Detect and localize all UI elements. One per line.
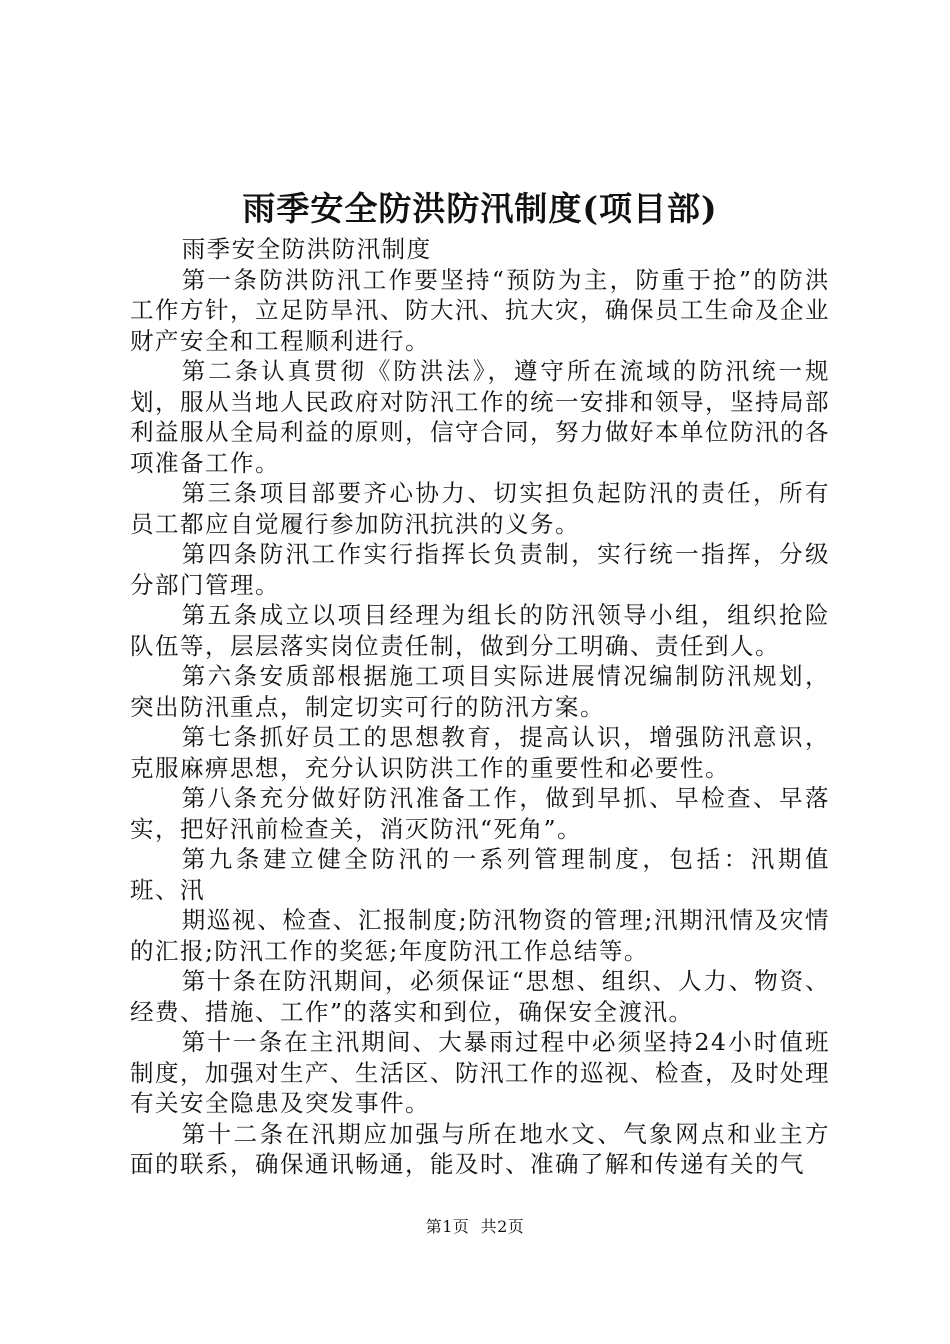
paragraph-article-6: 第六条安质部根据施工项目实际进展情况编制防汛规划，突出防汛重点，制定切实可行的防汛方案。 [130, 662, 830, 721]
document-title: 雨季安全防洪防汛制度(项目部) [242, 189, 718, 228]
paragraph-article-12: 第十二条在汛期应加强与所在地水文、气象网点和业主方面的联系，确保通讯畅通，能及时、准确了解和传递有关的气 [130, 1119, 830, 1178]
paragraph-article-7: 第七条抓好员工的思想教育，提高认识，增强防汛意识，克服麻痹思想，充分认识防洪工作的重要性和必要性。 [130, 723, 830, 782]
paragraph-article-9: 第九条建立健全防汛的一系列管理制度，包括：汛期值班、汛 [130, 845, 830, 904]
paragraph-article-2: 第二条认真贯彻《防洪法》，遵守所在流域的防汛统一规划，服从当地人民政府对防汛工作的统一安排和领导，坚持局部利益服从全局利益的原则，信守合同，努力做好本单位防汛的各项准备工作。 [130, 357, 830, 477]
paragraph-article-1: 第一条防洪防汛工作要坚持“预防为主，防重于抢”的防洪工作方针，立足防旱汛、防大汛、抗大灾，确保员工生命及企业财产安全和工程顺利进行。 [130, 265, 830, 355]
page-total: 共2页 [480, 1217, 525, 1236]
paragraph-article-5: 第五条成立以项目经理为组长的防汛领导小组，组织抢险队伍等，层层落实岗位责任制，做到分工明确、责任到人。 [130, 601, 830, 660]
paragraph-article-10: 第十条在防汛期间，必须保证“思想、组织、人力、物资、经费、措施、工作”的落实和到位，确保安全渡汛。 [130, 967, 830, 1026]
page-footer [0, 1216, 950, 1238]
paragraph-subtitle: 雨季安全防洪防汛制度 [181, 235, 432, 263]
paragraph-article-8: 第八条充分做好防汛准备工作，做到早抓、早检查、早落实，把好汛前检查关，消灭防汛“死角”。 [130, 784, 830, 843]
document-body [130, 234, 830, 1180]
paragraph-article-9-continued: 期巡视、检查、汇报制度;防汛物资的管理;汛期汛情及灾情的汇报;防汛工作的奖惩;年度防汛工作总结等。 [130, 906, 830, 965]
paragraph-article-11: 第十一条在主汛期间、大暴雨过程中必须坚持24小时值班制度，加强对生产、生活区、防汛工作的巡视、检查，及时处理有关安全隐患及突发事件。 [130, 1028, 830, 1117]
paragraph-article-4: 第四条防汛工作实行指挥长负责制，实行统一指挥，分级分部门管理。 [130, 540, 830, 599]
paragraph-article-3: 第三条项目部要齐心协力、切实担负起防汛的责任，所有员工都应自觉履行参加防汛抗洪的义务。 [130, 479, 830, 538]
page-number: 第1页 [425, 1217, 470, 1236]
